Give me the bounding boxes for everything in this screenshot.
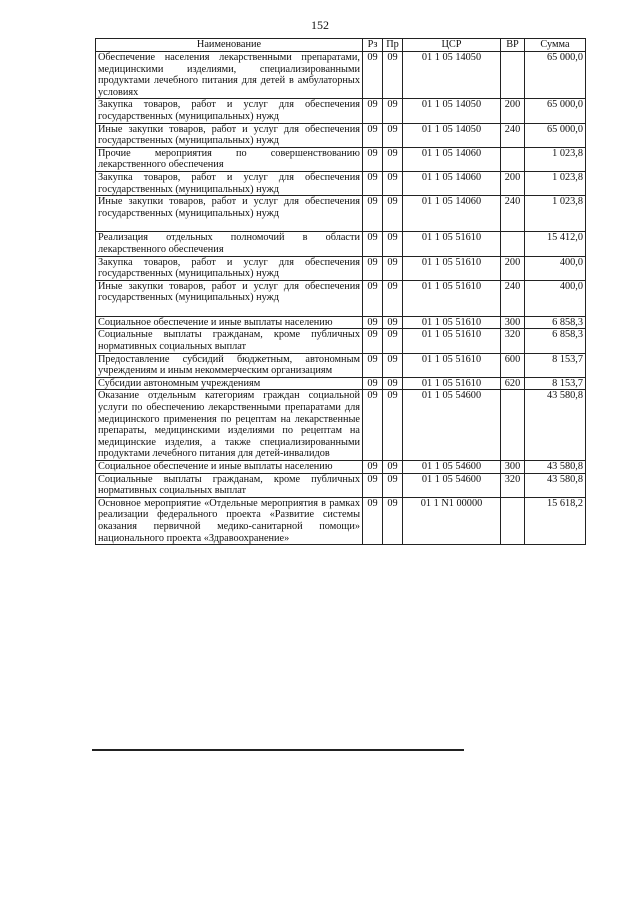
row-csr: 01 1 N1 00000	[403, 497, 501, 544]
row-pr: 09	[383, 390, 403, 461]
row-vr	[501, 390, 525, 461]
row-pr: 09	[383, 232, 403, 256]
row-pr: 09	[383, 147, 403, 171]
row-pr: 09	[383, 52, 403, 99]
row-sum: 65 000,0	[525, 123, 586, 147]
row-sum: 6 858,3	[525, 316, 586, 329]
row-sum: 15 618,2	[525, 497, 586, 544]
row-name: Иные закупки товаров, работ и услуг для обеспечения государственных (муниципальных) нужд	[96, 123, 363, 147]
row-pr: 09	[383, 196, 403, 232]
table-row	[96, 353, 586, 377]
row-name: Закупка товаров, работ и услуг для обеспечения государственных (муниципальных) нужд	[96, 99, 363, 123]
row-sum: 400,0	[525, 280, 586, 316]
header-vr: ВР	[501, 39, 525, 52]
row-vr: 240	[501, 123, 525, 147]
row-csr: 01 1 05 14060	[403, 147, 501, 171]
row-rz: 09	[363, 329, 383, 353]
row-csr: 01 1 05 51610	[403, 377, 501, 390]
header-name: Наименование	[96, 39, 363, 52]
row-rz: 09	[363, 390, 383, 461]
row-sum: 1 023,8	[525, 171, 586, 195]
table-header-row	[96, 39, 586, 52]
budget-table	[95, 38, 586, 545]
row-sum: 6 858,3	[525, 329, 586, 353]
row-name: Закупка товаров, работ и услуг для обеспечения государственных (муниципальных) нужд	[96, 256, 363, 280]
row-csr: 01 1 05 51610	[403, 316, 501, 329]
row-vr	[501, 147, 525, 171]
row-sum: 43 580,8	[525, 473, 586, 497]
row-vr: 320	[501, 329, 525, 353]
row-csr: 01 1 05 51610	[403, 280, 501, 316]
row-rz: 09	[363, 473, 383, 497]
page-number: 152	[311, 18, 329, 32]
row-name: Иные закупки товаров, работ и услуг для обеспечения государственных (муниципальных) нужд	[96, 196, 363, 232]
row-name: Иные закупки товаров, работ и услуг для обеспечения государственных (муниципальных) нужд	[96, 280, 363, 316]
row-name: Основное мероприятие «Отдельные мероприятия в рамках реализации федерального проекта «Развитие системы оказания первичной медико-санитарной помощи» национального проекта «Здравоохранение»	[96, 497, 363, 544]
row-name: Субсидии автономным учреждениям	[96, 377, 363, 390]
row-rz: 09	[363, 280, 383, 316]
row-csr: 01 1 05 14050	[403, 99, 501, 123]
table-row	[96, 280, 586, 316]
row-rz: 09	[363, 232, 383, 256]
footer-divider	[92, 749, 464, 751]
row-vr	[501, 52, 525, 99]
row-csr: 01 1 05 14050	[403, 52, 501, 99]
row-sum: 8 153,7	[525, 377, 586, 390]
row-vr: 600	[501, 353, 525, 377]
row-name: Закупка товаров, работ и услуг для обеспечения государственных (муниципальных) нужд	[96, 171, 363, 195]
row-rz: 09	[363, 353, 383, 377]
row-rz: 09	[363, 147, 383, 171]
row-sum: 43 580,8	[525, 390, 586, 461]
row-pr: 09	[383, 171, 403, 195]
row-rz: 09	[363, 461, 383, 474]
row-rz: 09	[363, 171, 383, 195]
row-pr: 09	[383, 329, 403, 353]
table-row	[96, 377, 586, 390]
row-rz: 09	[363, 256, 383, 280]
row-sum: 8 153,7	[525, 353, 586, 377]
row-pr: 09	[383, 280, 403, 316]
row-sum: 65 000,0	[525, 99, 586, 123]
row-pr: 09	[383, 473, 403, 497]
row-vr: 300	[501, 316, 525, 329]
row-vr: 620	[501, 377, 525, 390]
header-sum: Сумма	[525, 39, 586, 52]
table-row	[96, 123, 586, 147]
row-vr	[501, 497, 525, 544]
row-csr: 01 1 05 14060	[403, 196, 501, 232]
row-vr: 240	[501, 280, 525, 316]
row-rz: 09	[363, 377, 383, 390]
row-pr: 09	[383, 316, 403, 329]
table-row	[96, 461, 586, 474]
row-sum: 1 023,8	[525, 196, 586, 232]
row-rz: 09	[363, 497, 383, 544]
row-vr: 320	[501, 473, 525, 497]
table-row	[96, 390, 586, 461]
row-csr: 01 1 05 51610	[403, 329, 501, 353]
row-name: Оказание отдельным категориям граждан социальной услуги по обеспечению лекарственными препаратами для медицинского применения по рецептам на лекарственные препараты, медицинскими изделиями по рецептам на медицинские изделия, а также специализированными продуктами лечебного питания для детей-инвалидов	[96, 390, 363, 461]
row-name: Социальные выплаты гражданам, кроме публичных нормативных социальных выплат	[96, 329, 363, 353]
row-csr: 01 1 05 54600	[403, 473, 501, 497]
row-name: Социальные выплаты гражданам, кроме публичных нормативных социальных выплат	[96, 473, 363, 497]
row-name: Социальное обеспечение и иные выплаты населению	[96, 316, 363, 329]
row-pr: 09	[383, 256, 403, 280]
table-row	[96, 473, 586, 497]
header-csr: ЦСР	[403, 39, 501, 52]
table-row	[96, 99, 586, 123]
row-vr: 200	[501, 171, 525, 195]
row-sum: 400,0	[525, 256, 586, 280]
row-rz: 09	[363, 99, 383, 123]
table-row	[96, 147, 586, 171]
row-pr: 09	[383, 461, 403, 474]
table-row	[96, 256, 586, 280]
row-vr: 200	[501, 256, 525, 280]
row-vr: 240	[501, 196, 525, 232]
row-vr	[501, 232, 525, 256]
row-csr: 01 1 05 14060	[403, 171, 501, 195]
row-pr: 09	[383, 99, 403, 123]
row-csr: 01 1 05 14050	[403, 123, 501, 147]
row-name: Предоставление субсидий бюджетным, автономным учреждениям и иным некоммерческим организациям	[96, 353, 363, 377]
table-row	[96, 171, 586, 195]
row-pr: 09	[383, 123, 403, 147]
row-csr: 01 1 05 54600	[403, 390, 501, 461]
row-vr: 300	[501, 461, 525, 474]
row-name: Прочие мероприятия по совершенствованию лекарственного обеспечения	[96, 147, 363, 171]
table-row	[96, 232, 586, 256]
row-csr: 01 1 05 51610	[403, 353, 501, 377]
row-pr: 09	[383, 497, 403, 544]
row-pr: 09	[383, 377, 403, 390]
row-sum: 43 580,8	[525, 461, 586, 474]
table-row	[96, 196, 586, 232]
row-rz: 09	[363, 316, 383, 329]
row-csr: 01 1 05 54600	[403, 461, 501, 474]
row-rz: 09	[363, 196, 383, 232]
table-row	[96, 316, 586, 329]
row-pr: 09	[383, 353, 403, 377]
row-name: Социальное обеспечение и иные выплаты населению	[96, 461, 363, 474]
row-csr: 01 1 05 51610	[403, 232, 501, 256]
table-row	[96, 52, 586, 99]
row-name: Обеспечение населения лекарственными препаратами, медицинскими изделиями, специализированными продуктами лечебного питания для детей в амбулаторных условиях	[96, 52, 363, 99]
table-row	[96, 497, 586, 544]
row-vr: 200	[501, 99, 525, 123]
header-rz: Рз	[363, 39, 383, 52]
row-rz: 09	[363, 123, 383, 147]
row-csr: 01 1 05 51610	[403, 256, 501, 280]
row-sum: 1 023,8	[525, 147, 586, 171]
row-name: Реализация отдельных полномочий в области лекарственного обеспечения	[96, 232, 363, 256]
table-row	[96, 329, 586, 353]
header-pr: Пр	[383, 39, 403, 52]
row-sum: 15 412,0	[525, 232, 586, 256]
row-sum: 65 000,0	[525, 52, 586, 99]
row-rz: 09	[363, 52, 383, 99]
